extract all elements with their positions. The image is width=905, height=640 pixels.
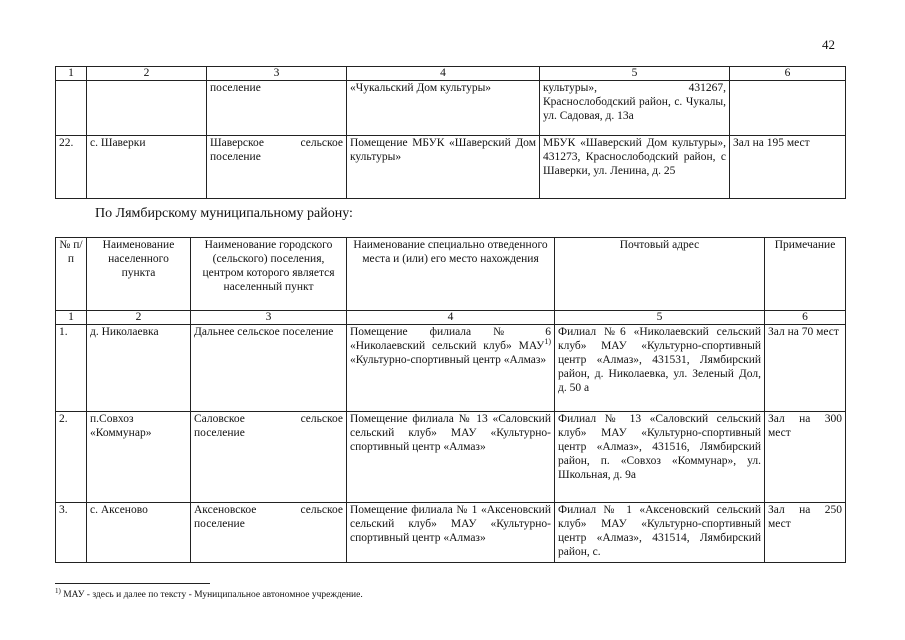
- row-number: 1.: [56, 325, 87, 412]
- address-cell: Филиал №6 «Николаевский сельский клуб» МАУ «Культурно-спортивный центр «Алмаз», 431531, Лямбирский район, д. Николаевка, ул. Зеленый Дол, д. 50 а: [555, 325, 765, 412]
- table-row: [56, 136, 846, 199]
- footnote-ref: 1): [544, 337, 551, 347]
- row-number: 2.: [56, 412, 87, 503]
- footnote-divider: [55, 583, 210, 584]
- address-cell: МБУК «Шаверский Дом культуры», 431273, Краснослободский район, с Шаверки, ул. Ленина, д. 25: [540, 136, 730, 199]
- place-cell: Помещение филиала № 1 «Аксеновский сельский клуб» МАУ «Культурно-спортивный центр «Алмаз»: [347, 503, 555, 563]
- place-cell: Помещение МБУК «Шаверский Дом культуры»: [347, 136, 540, 199]
- col-number: 4: [347, 67, 540, 81]
- col-number: 6: [730, 67, 846, 81]
- table-row: [56, 325, 846, 412]
- col-number: 5: [555, 311, 765, 325]
- note-cell: Зал на 70 мест: [765, 325, 846, 412]
- row-number: [56, 81, 87, 136]
- address-cell: культуры», 431267, Краснослободский район, с. Чукалы, ул. Садовая, д. 13а: [540, 81, 730, 136]
- col-number: 5: [540, 67, 730, 81]
- col-number: 3: [207, 67, 347, 81]
- footnote-mark: 1): [55, 586, 61, 595]
- municipality-cell: Аксеновское сельское поселение: [191, 503, 347, 563]
- continued-table: [55, 66, 846, 199]
- page-number: 42: [822, 37, 835, 52]
- header-address: Почтовый адрес: [555, 238, 765, 311]
- col-number: 1: [56, 67, 87, 81]
- footnote-text: МАУ - здесь и далее по тексту - Муниципальное автономное учреждение.: [60, 590, 363, 600]
- municipality-cell: Дальнее сельское поселение: [191, 325, 347, 412]
- municipality-cell: поселение: [207, 81, 347, 136]
- col-number: 1: [56, 311, 87, 325]
- table-row: [56, 503, 846, 563]
- col-number: 6: [765, 311, 846, 325]
- address-cell: Филиал № 1 «Аксеновский сельский клуб» МАУ «Культурно-спортивный центр «Алмаз», 431514, Лямбирский район, с.: [555, 503, 765, 563]
- municipality-cell: Шаверское сельское поселение: [207, 136, 347, 199]
- address-cell: Филиал № 13 «Саловский сельский клуб» МАУ «Культурно-спортивный центр «Алмаз», 431516, Лямбирский район, п. «Совхоз «Коммунар», ул. Школьная, д. 9а: [555, 412, 765, 503]
- note-cell: Зал на 250 мест: [765, 503, 846, 563]
- header-place: Наименование специально отведенного места и (или) его место нахождения: [347, 238, 555, 311]
- place-cell: Помещение филиала № 13 «Саловский сельский клуб» МАУ «Культурно-спортивный центр «Алмаз»: [347, 412, 555, 503]
- row-number: 22.: [56, 136, 87, 199]
- col-number: 2: [87, 67, 207, 81]
- table-row: [56, 81, 846, 136]
- place-text: Помещение филиала № 6 «Николаевский сельский клуб» МАУ: [350, 326, 551, 352]
- place-cell: «Чукальский Дом культуры»: [347, 81, 540, 136]
- municipality-cell: Саловское сельское поселение: [191, 412, 347, 503]
- col-number: 3: [191, 311, 347, 325]
- header-row: [56, 238, 846, 311]
- settlement-cell: с. Шаверки: [87, 136, 207, 199]
- header-no: № п/п: [56, 238, 87, 311]
- settlement-cell: с. Аксеново: [87, 503, 191, 563]
- settlement-cell: д. Николаевка: [87, 325, 191, 412]
- district-table: [55, 237, 846, 563]
- place-text-cont: «Культурно-спортивный центр «Алмаз»: [350, 354, 547, 366]
- column-numbers-row: [56, 311, 846, 325]
- note-cell: Зал на 195 мест: [730, 136, 846, 199]
- settlement-cell: п.Совхоз «Коммунар»: [87, 412, 191, 503]
- section-title: По Лямбирскому муниципальному району:: [95, 206, 353, 221]
- header-municipality: Наименование городского (сельского) поселения, центром которого является населенный пункт: [191, 238, 347, 311]
- col-number: 4: [347, 311, 555, 325]
- column-numbers-row: [56, 67, 846, 81]
- row-number: 3.: [56, 503, 87, 563]
- note-cell: Зал на 300 мест: [765, 412, 846, 503]
- note-cell: [730, 81, 846, 136]
- table-row: [56, 412, 846, 503]
- place-cell: [347, 325, 555, 412]
- header-note: Примечание: [765, 238, 846, 311]
- header-settlement: Наименование населенного пункта: [87, 238, 191, 311]
- settlement-cell: [87, 81, 207, 136]
- col-number: 2: [87, 311, 191, 325]
- footnote: [55, 586, 363, 600]
